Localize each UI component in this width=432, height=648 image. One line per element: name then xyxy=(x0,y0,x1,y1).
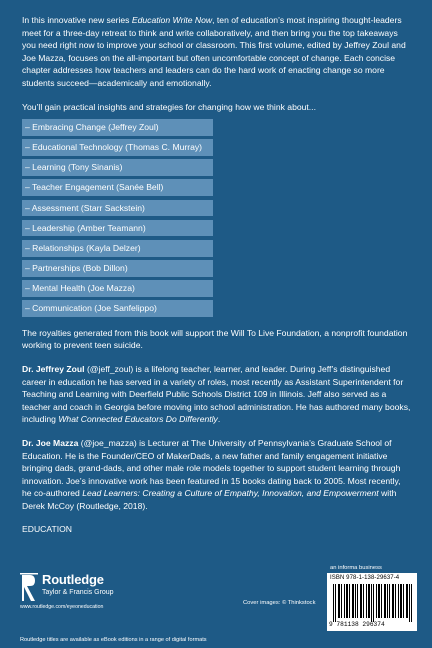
intro-text-rest: , ten of education’s most inspiring thought-leaders meet for a three-day retreat to think and write collaboratively, and then bring you the top takeaways you need right now to improve your school or classroom. This first volume, edited by Jeffrey Zoul and Joe Mazza, focuses on the all-important but often uncomfortable concept of change. Each concise chapter addresses how teachers and leaders can do the hard work of enacting change so more students succeed—academically and emotionally. xyxy=(22,15,406,88)
barcode-digits: 9 781138 296374 xyxy=(329,621,385,628)
bio-text-zoul: (@jeff_zoul) is a lifelong teacher, learner, and leader. During Jeff’s distinguished career in education he has served in a variety of roles, most recently as Assistant Superintendent for Teaching and Learning with Deerfield Public Schools District 109 in Illinois. Jeff also served as a teacher and coach in Georgia before moving into school administration. He has authored many books, including xyxy=(22,363,411,425)
barcode-bars-icon xyxy=(333,584,413,622)
topic-item: – Learning (Tony Sinanis) xyxy=(22,159,213,176)
ebook-availability-note: Routledge titles are available as eBook editions in a range of digital formats xyxy=(20,637,207,643)
topic-item: – Communication (Joe Sanfelippo) xyxy=(22,300,213,317)
bio-text-mazza: (@joe_mazza) is Lecturer at The University of Pennsylvania’s Graduate School of Education. He is the Founder/CEO of MakerDads, a new father and family engagement initiative bringing dads, grand-dads, and other male role models together to support student learning through innovation. Joe’s innovative work has been featured in 15 books dating back to 2005. Most recently, he co-authored xyxy=(22,437,401,499)
topic-item: – Mental Health (Joe Mazza) xyxy=(22,280,213,297)
royalties-note: The royalties generated from this book will support the Will To Live Foundation, a nonprofit foundation working to prevent teen suicide. xyxy=(22,327,408,351)
topic-item: – Educational Technology (Thomas C. Murray) xyxy=(22,139,213,156)
routledge-logo-icon xyxy=(20,573,38,603)
barcode xyxy=(327,573,417,631)
author-name-zoul: Dr. Jeffrey Zoul xyxy=(22,363,85,374)
topic-item: – Partnerships (Bob Dillon) xyxy=(22,260,213,277)
cover-text-block xyxy=(22,14,412,534)
publisher-tagline: Taylor & Francis Group xyxy=(42,589,114,596)
topic-item: – Leadership (Amber Teamann) xyxy=(22,220,213,237)
topic-item: – Relationships (Kayla Delzer) xyxy=(22,240,213,257)
intro-text-start: In this innovative new series xyxy=(22,15,132,25)
publisher-name: Routledge xyxy=(42,572,104,587)
subject-category: EDUCATION xyxy=(22,523,72,534)
author-bio-mazza xyxy=(22,437,412,513)
book-title-mazza: Lead Learners: Creating a Culture of Empathy, Innovation, and Empowerment xyxy=(82,488,379,499)
author-bio-zoul xyxy=(22,363,412,426)
isbn-label: ISBN 978-1-138-29637-4 xyxy=(330,575,400,581)
bio-end-zoul: . xyxy=(217,414,221,425)
series-title: Education Write Now xyxy=(131,15,213,25)
author-name-mazza: Dr. Joe Mazza xyxy=(22,437,79,448)
series-description xyxy=(22,14,412,90)
topic-item: – Teacher Engagement (Sanée Bell) xyxy=(22,179,213,196)
publisher-url: www.routledge.com/eyeoneducation xyxy=(20,604,104,610)
topic-item: – Embracing Change (Jeffrey Zoul) xyxy=(22,119,213,136)
topics-lead-in: You’ll gain practical insights and strategies for changing how we think about... xyxy=(22,101,316,112)
topic-list xyxy=(22,119,412,317)
book-title-zoul: What Connected Educators Do Differently xyxy=(58,414,218,425)
informa-business-label: an informa business xyxy=(330,565,382,571)
cover-image-credit: Cover images: © Thinkstock xyxy=(243,600,316,606)
topic-item: – Assessment (Starr Sackstein) xyxy=(22,200,213,217)
bio-end-mazza: with Derek McCoy (Routledge, 2018). xyxy=(22,488,397,511)
